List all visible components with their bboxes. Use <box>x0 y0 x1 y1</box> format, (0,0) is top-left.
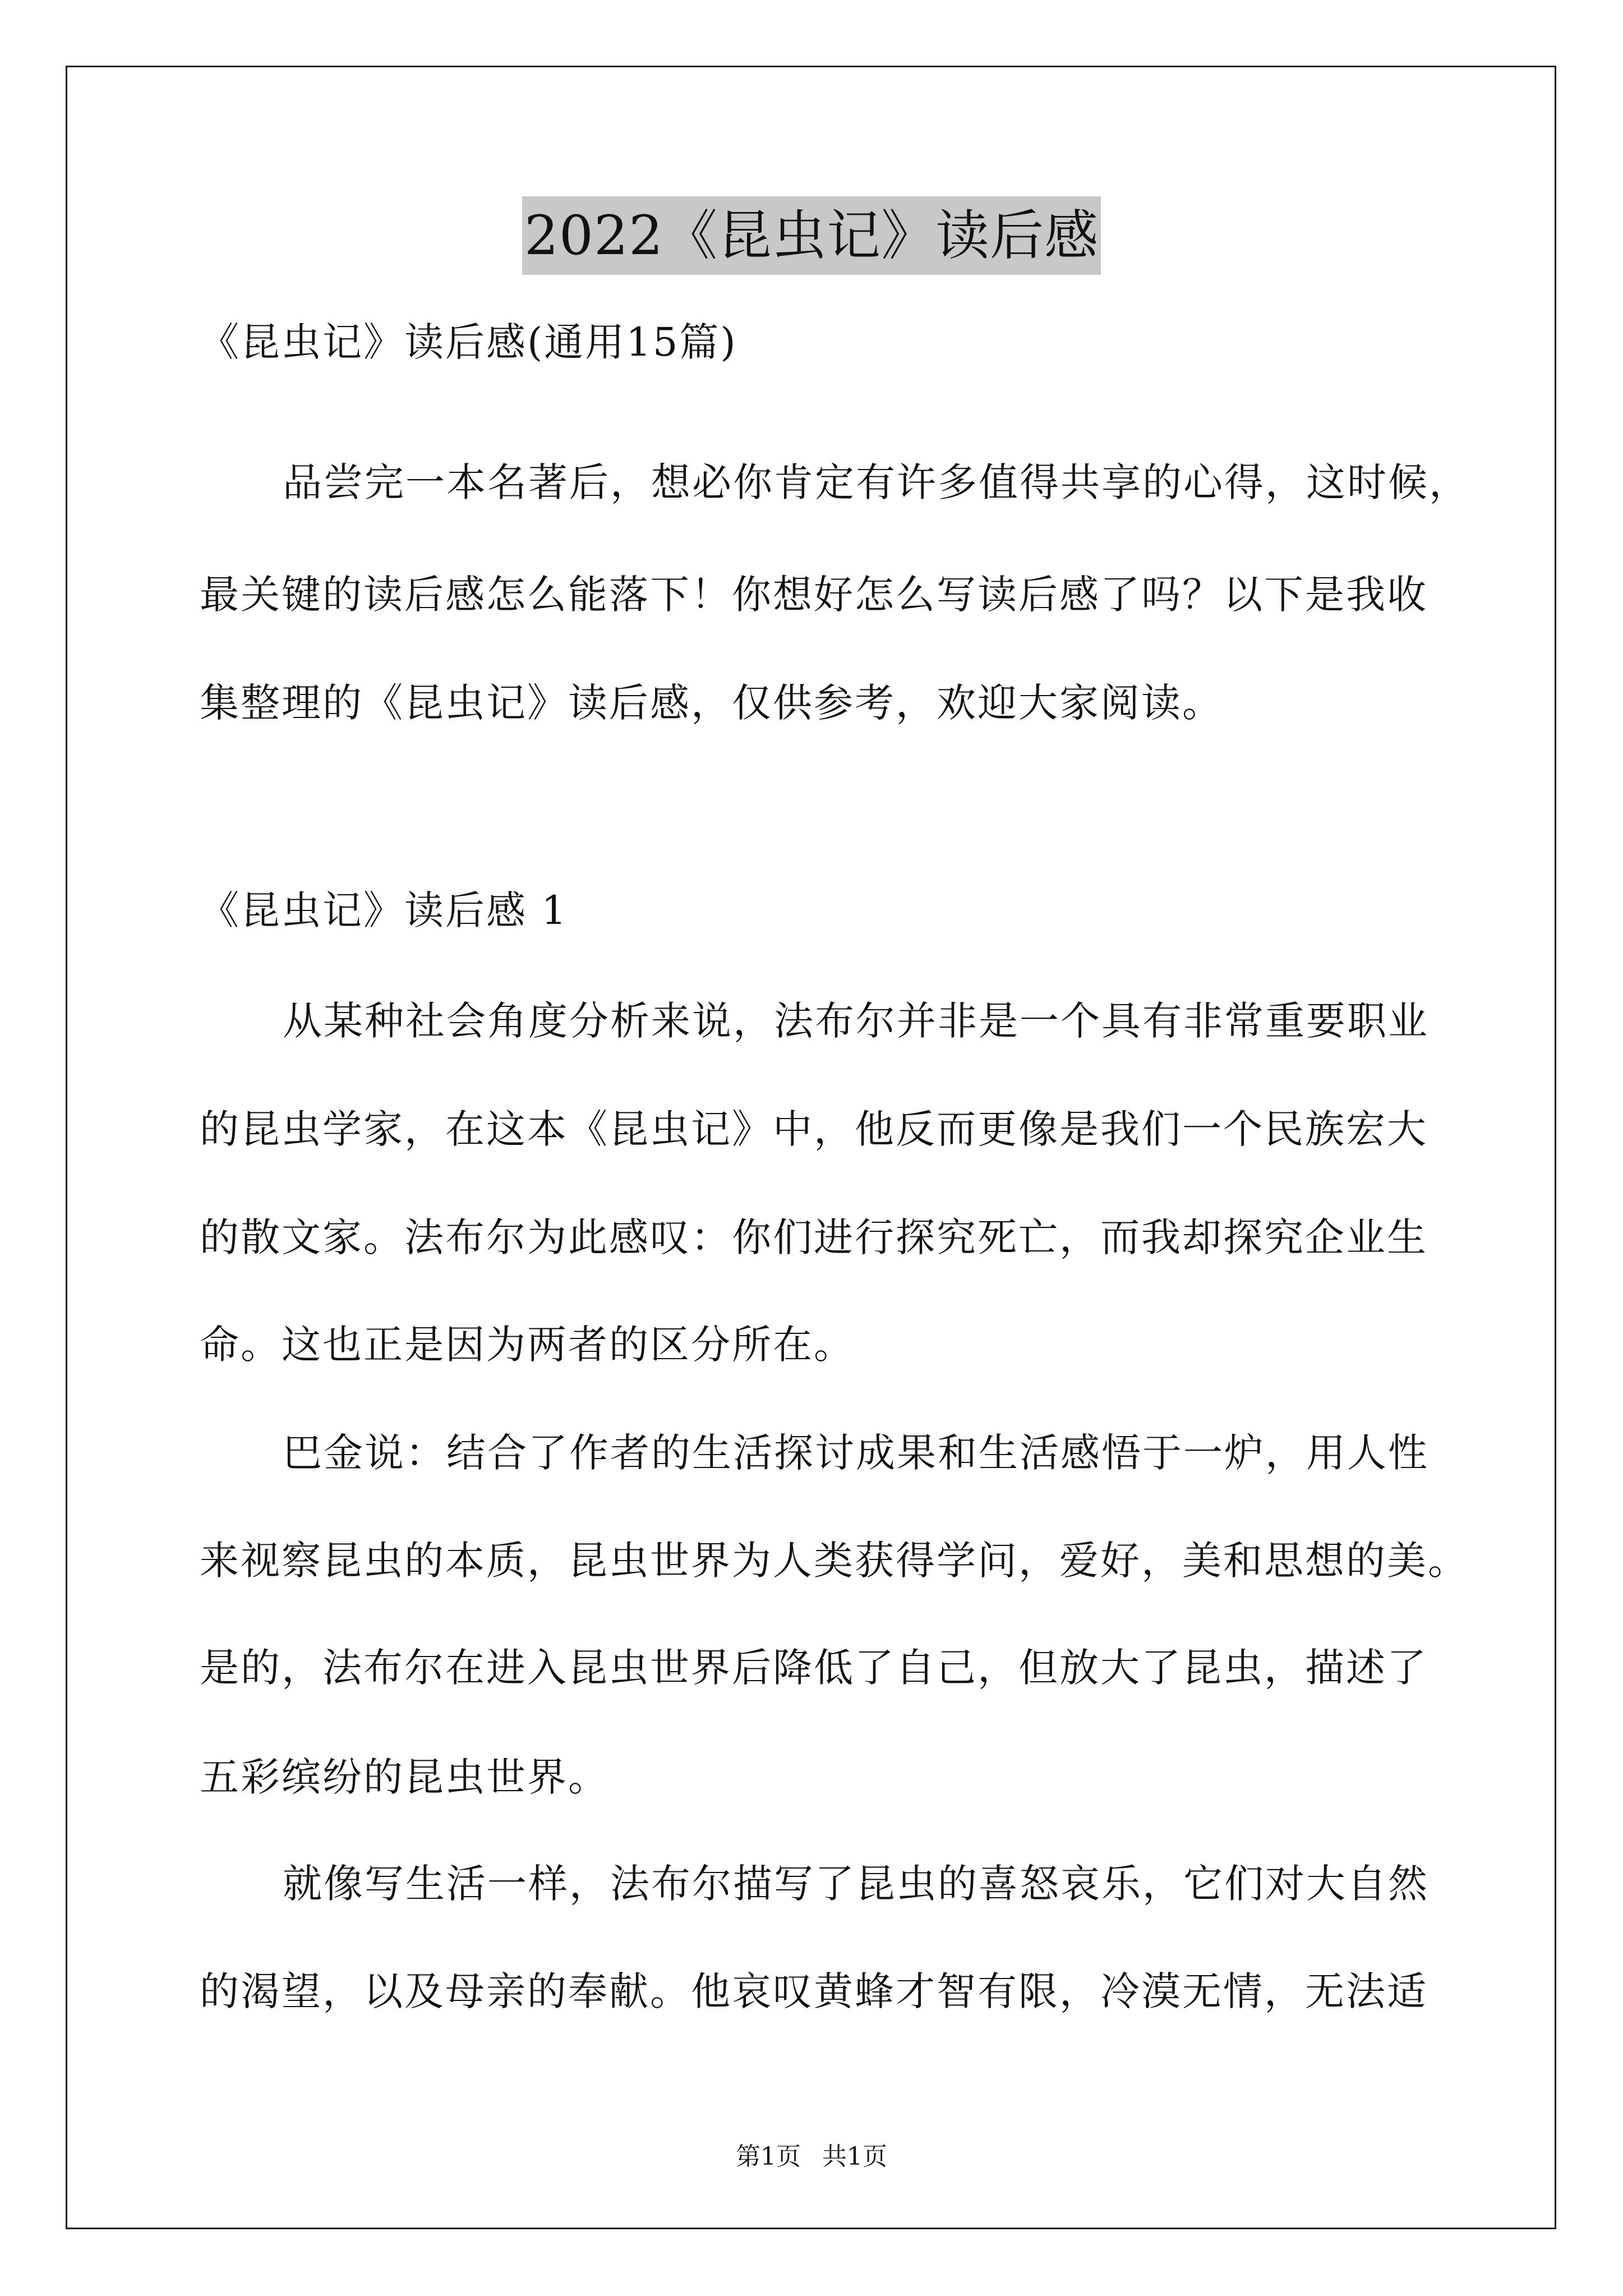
page-number-current: 第1页 <box>736 2142 801 2171</box>
paragraph-line: 是的，法布尔在进入昆虫世界后降低了自己，但放大了昆虫，描述了 <box>200 1645 1428 1691</box>
section-heading: 《昆虫记》读后感 1 <box>200 887 568 933</box>
paragraph-line: 巴金说：结合了作者的生活探讨成果和生活感悟于一炉，用人性 <box>283 1430 1429 1476</box>
title-container <box>0 196 1623 275</box>
paragraph-line: 的渴望，以及母亲的奉献。他哀叹黄蜂才智有限，冷漠无情，无法适 <box>200 1968 1428 2014</box>
page-footer <box>0 2140 1623 2174</box>
paragraph-line: 的散文家。法布尔为此感叹：你们进行探究死亡，而我却探究企业生 <box>200 1214 1428 1260</box>
intro-line: 最关键的读后感怎么能落下！你想好怎么写读后感了吗？以下是我收 <box>200 572 1428 618</box>
paragraph-line: 命。这也正是因为两者的区分所在。 <box>200 1322 855 1368</box>
paragraph-line: 来视察昆虫的本质，昆虫世界为人类获得学问，爱好，美和思想的美。 <box>200 1538 1469 1584</box>
paragraph-line: 就像写生活一样，法布尔描写了昆虫的喜怒哀乐，它们对大自然 <box>283 1861 1429 1907</box>
paragraph-line: 的昆虫学家，在这本《昆虫记》中，他反而更像是我们一个民族宏大 <box>200 1106 1428 1152</box>
paragraph-line: 五彩缤纷的昆虫世界。 <box>200 1754 609 1800</box>
intro-line: 集整理的《昆虫记》读后感，仅供参考，欢迎大家阅读。 <box>200 680 1223 726</box>
paragraph-line: 从某种社会角度分析来说，法布尔并非是一个具有非常重要职业 <box>283 998 1429 1044</box>
document-title: 2022《昆虫记》读后感 <box>522 196 1101 275</box>
document-subtitle: 《昆虫记》读后感(通用15篇) <box>200 319 737 365</box>
intro-line: 品尝完一本名著后，想必你肯定有许多值得共享的心得，这时候， <box>283 459 1470 505</box>
page-number-total: 共1页 <box>822 2142 887 2171</box>
